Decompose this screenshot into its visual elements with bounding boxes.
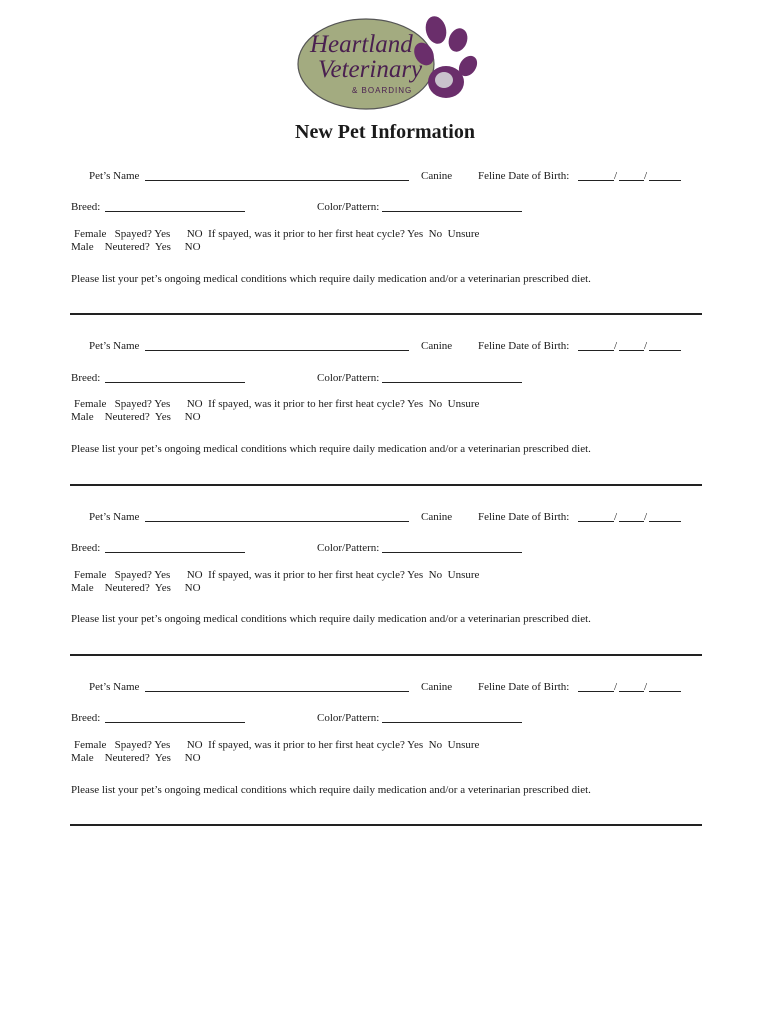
breed-label: Breed: <box>71 201 101 213</box>
pet-name-label: Pet’s Name <box>89 340 140 352</box>
dob-year-field[interactable] <box>649 511 681 522</box>
color-pattern-field[interactable] <box>382 542 522 553</box>
pet-name-field[interactable] <box>145 511 409 522</box>
color-pattern-field[interactable] <box>382 372 522 383</box>
medical-conditions-prompt: Please list your pet’s ongoing medical conditions which require daily medication and/or a veterinarian prescribed diet. <box>71 613 591 625</box>
feline-dob-label: Feline Date of Birth: <box>478 681 570 693</box>
dob-day-field[interactable] <box>619 681 644 692</box>
dob-year-field[interactable] <box>649 170 681 181</box>
dob-year-field[interactable] <box>649 681 681 692</box>
page-title: New Pet Information <box>295 121 475 143</box>
breed-label: Breed: <box>71 372 101 384</box>
canine-option[interactable]: Canine <box>421 681 453 693</box>
section-divider <box>70 824 702 826</box>
dob-separator: / <box>614 681 618 693</box>
dob-day-field[interactable] <box>619 340 644 351</box>
dob-month-field[interactable] <box>578 511 614 522</box>
pet-section-1 <box>70 168 702 338</box>
section-divider <box>70 654 702 656</box>
pet-name-label: Pet’s Name <box>89 511 140 523</box>
dob-month-field[interactable] <box>578 170 614 181</box>
breed-field[interactable] <box>105 712 245 723</box>
female-spayed-row[interactable]: Female Spayed? Yes NO If spayed, was it prior to her first heat cycle? Yes No Unsure <box>74 569 480 581</box>
pet-name-field[interactable] <box>145 681 409 692</box>
pet-section-2 <box>70 338 702 508</box>
male-neutered-row[interactable]: Male Neutered? Yes NO <box>71 752 201 764</box>
pet-name-label: Pet’s Name <box>89 170 140 182</box>
dob-separator: / <box>644 681 648 693</box>
pet-name-field[interactable] <box>145 170 409 181</box>
feline-dob-label: Feline Date of Birth: <box>478 170 570 182</box>
dob-year-field[interactable] <box>649 340 681 351</box>
color-pattern-label: Color/Pattern: <box>317 201 380 213</box>
color-pattern-label: Color/Pattern: <box>317 542 380 554</box>
color-pattern-field[interactable] <box>382 712 522 723</box>
breed-label: Breed: <box>71 712 101 724</box>
breed-field[interactable] <box>105 372 245 383</box>
dob-month-field[interactable] <box>578 681 614 692</box>
color-pattern-label: Color/Pattern: <box>317 712 380 724</box>
dob-separator: / <box>614 511 618 523</box>
canine-option[interactable]: Canine <box>421 511 453 523</box>
medical-conditions-prompt: Please list your pet’s ongoing medical conditions which require daily medication and/or a veterinarian prescribed diet. <box>71 443 591 455</box>
logo-text-veterinary: Veterinary <box>318 56 423 83</box>
dob-day-field[interactable] <box>619 511 644 522</box>
canine-option[interactable]: Canine <box>421 340 453 352</box>
female-spayed-row[interactable]: Female Spayed? Yes NO If spayed, was it prior to her first heat cycle? Yes No Unsure <box>74 739 480 751</box>
dob-separator: / <box>644 170 648 182</box>
logo-text-boarding: & BOARDING <box>352 86 413 95</box>
section-divider <box>70 313 702 315</box>
heartland-veterinary-logo <box>296 12 480 116</box>
pet-name-field[interactable] <box>145 340 409 351</box>
dob-separator: / <box>644 511 648 523</box>
male-neutered-row[interactable]: Male Neutered? Yes NO <box>71 411 201 423</box>
breed-field[interactable] <box>105 201 245 212</box>
dob-separator: / <box>614 340 618 352</box>
dob-month-field[interactable] <box>578 340 614 351</box>
color-pattern-label: Color/Pattern: <box>317 372 380 384</box>
section-divider <box>70 484 702 486</box>
breed-field[interactable] <box>105 542 245 553</box>
medical-conditions-prompt: Please list your pet’s ongoing medical conditions which require daily medication and/or a veterinarian prescribed diet. <box>71 273 591 285</box>
canine-option[interactable]: Canine <box>421 170 453 182</box>
color-pattern-field[interactable] <box>382 201 522 212</box>
logo-text-heartland: Heartland <box>310 31 413 58</box>
dob-separator: / <box>644 340 648 352</box>
male-neutered-row[interactable]: Male Neutered? Yes NO <box>71 582 201 594</box>
female-spayed-row[interactable]: Female Spayed? Yes NO If spayed, was it prior to her first heat cycle? Yes No Unsure <box>74 228 480 240</box>
pet-section-4 <box>70 679 702 849</box>
male-neutered-row[interactable]: Male Neutered? Yes NO <box>71 241 201 253</box>
dob-day-field[interactable] <box>619 170 644 181</box>
pet-section-3 <box>70 509 702 679</box>
pet-name-label: Pet’s Name <box>89 681 140 693</box>
feline-dob-label: Feline Date of Birth: <box>478 511 570 523</box>
female-spayed-row[interactable]: Female Spayed? Yes NO If spayed, was it prior to her first heat cycle? Yes No Unsure <box>74 398 480 410</box>
feline-dob-label: Feline Date of Birth: <box>478 340 570 352</box>
dob-separator: / <box>614 170 618 182</box>
breed-label: Breed: <box>71 542 101 554</box>
medical-conditions-prompt: Please list your pet’s ongoing medical conditions which require daily medication and/or a veterinarian prescribed diet. <box>71 784 591 796</box>
